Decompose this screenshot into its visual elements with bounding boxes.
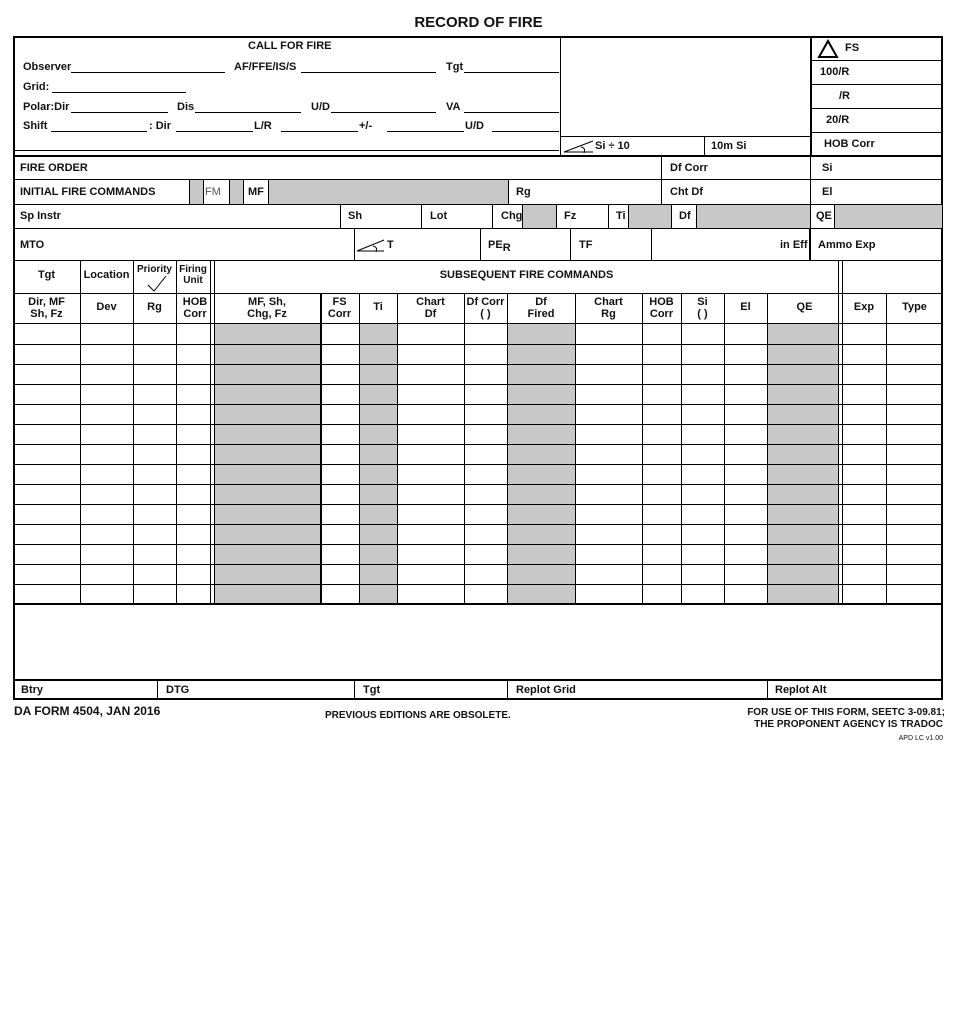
t-angle-icon xyxy=(356,236,386,253)
table-row[interactable] xyxy=(13,424,943,444)
mf-label: MF xyxy=(248,186,264,198)
qe-label: QE xyxy=(816,210,832,222)
hdr-subsequent-fire-commands: SUBSEQUENT FIRE COMMANDS xyxy=(439,269,614,281)
hdr-priority: Priority xyxy=(136,264,172,275)
grid-label: Grid: xyxy=(23,81,50,93)
proponent-line-1: FOR USE OF THIS FORM, SEETC 3-09.81; xyxy=(747,707,945,718)
table-row[interactable] xyxy=(13,564,943,584)
col-header: QE xyxy=(796,301,813,313)
ud-field[interactable] xyxy=(331,112,436,113)
chg-field[interactable] xyxy=(522,205,557,228)
proponent-line-2: THE PROPONENT AGENCY IS TRADOC xyxy=(754,719,943,730)
table-row[interactable] xyxy=(13,324,943,344)
va-field[interactable] xyxy=(464,112,559,113)
ti-label: Ti xyxy=(616,210,626,222)
pe-label: PER xyxy=(488,239,511,254)
ud2-label: U/D xyxy=(465,120,484,132)
plus-minus-label: +/- xyxy=(359,120,373,132)
col-header: HOB Corr xyxy=(182,296,208,320)
row-divider xyxy=(13,584,943,585)
mission-type-label: AF/FFE/IS/S xyxy=(234,61,297,73)
mf-box[interactable] xyxy=(229,180,244,204)
table-row[interactable] xyxy=(13,364,943,384)
dis-field[interactable] xyxy=(195,112,301,113)
grid-field[interactable] xyxy=(52,92,186,93)
row-divider xyxy=(13,524,943,525)
dis-label: Dis xyxy=(177,101,195,113)
fire-order-label: FIRE ORDER xyxy=(20,162,88,174)
replot-grid-label: Replot Grid xyxy=(516,684,576,696)
cht-df-label: Cht Df xyxy=(670,186,703,198)
bottom-tgt-label: Tgt xyxy=(363,684,381,696)
col-header: HOB Corr xyxy=(649,296,674,320)
row-divider xyxy=(13,544,943,545)
ud-label: U/D xyxy=(311,101,330,113)
remarks-area[interactable] xyxy=(15,605,941,679)
table-row[interactable] xyxy=(13,464,943,484)
row-divider xyxy=(13,364,943,365)
in-eff-label: in Eff xyxy=(780,239,808,251)
hdr-tgt: Tgt xyxy=(37,269,56,281)
col-header: El xyxy=(740,301,751,313)
col-header: FS Corr xyxy=(327,296,352,320)
table-row[interactable] xyxy=(13,384,943,404)
sketch-area[interactable] xyxy=(562,38,809,135)
df-label: Df xyxy=(679,210,691,222)
observer-field[interactable] xyxy=(71,72,225,73)
fm-label: FM xyxy=(205,186,221,198)
df-corr-label: Df Corr xyxy=(670,162,708,174)
row-divider xyxy=(13,564,943,565)
col-header: Chart Df xyxy=(416,296,445,320)
ammo-exp-label: Ammo Exp xyxy=(818,239,876,251)
row-divider xyxy=(13,384,943,385)
ti-field[interactable] xyxy=(628,205,672,228)
fs-label: FS xyxy=(845,42,860,54)
shift-field[interactable] xyxy=(51,131,147,132)
version-label: APD LC v1.00 xyxy=(898,735,943,742)
row-divider xyxy=(13,344,943,345)
tf-label: TF xyxy=(579,239,593,251)
col-header: Ti xyxy=(373,301,383,313)
initial-fire-commands-label: INITIAL FIRE COMMANDS xyxy=(20,186,156,198)
table-row[interactable] xyxy=(13,404,943,424)
row-divider xyxy=(13,484,943,485)
dtg-label: DTG xyxy=(166,684,190,696)
col-header: Df Fired xyxy=(527,296,555,320)
btry-label: Btry xyxy=(21,684,44,696)
col-header: Type xyxy=(902,301,927,313)
shift-dir-field[interactable] xyxy=(176,131,253,132)
hdr-location: Location xyxy=(83,269,130,281)
chg-label: Chg xyxy=(501,210,523,222)
table-row[interactable] xyxy=(13,524,943,544)
sh-label: Sh xyxy=(348,210,363,222)
shift-dir-label: : Dir xyxy=(149,120,171,132)
lr-label: L/R xyxy=(254,120,272,132)
cff-bottom-rule xyxy=(13,150,559,151)
cff-tgt-field[interactable] xyxy=(464,72,559,73)
delta-triangle-icon xyxy=(817,39,839,59)
table-row[interactable] xyxy=(13,444,943,464)
form-number: DA FORM 4504, JAN 2016 xyxy=(14,704,161,718)
row-divider xyxy=(13,404,943,405)
observer-label: Observer xyxy=(23,61,72,73)
ud2-field[interactable] xyxy=(492,131,559,132)
polar-dir-field[interactable] xyxy=(71,112,168,113)
call-for-fire-heading: CALL FOR FIRE xyxy=(248,40,332,52)
table-row[interactable] xyxy=(13,344,943,364)
hdr-firing-unit: Firing Unit xyxy=(179,264,207,286)
si-label: Si xyxy=(822,162,833,174)
col-header: Dir, MF Sh, Fz xyxy=(28,296,65,320)
col-header: Chart Rg xyxy=(594,296,623,320)
lot-label: Lot xyxy=(430,210,448,222)
col-header: Si ( ) xyxy=(697,296,708,320)
table-row[interactable] xyxy=(13,484,943,504)
va-label: VA xyxy=(446,101,461,113)
plus-minus-field[interactable] xyxy=(387,131,464,132)
rg-label: Rg xyxy=(516,186,531,198)
lr-field[interactable] xyxy=(281,131,358,132)
hob-corr-label: HOB Corr xyxy=(824,138,875,150)
row-divider xyxy=(13,464,943,465)
sp-instr-label: Sp Instr xyxy=(20,210,61,222)
polar-dir-label: Polar:Dir xyxy=(23,101,70,113)
si-div-label: Si ÷ 10 xyxy=(595,140,630,152)
obsolete-note: PREVIOUS EDITIONS ARE OBSOLETE. xyxy=(325,710,511,721)
qe-field[interactable] xyxy=(834,205,942,228)
r100-label: 100/R xyxy=(820,66,850,78)
mto-label: MTO xyxy=(20,239,45,251)
col-header: Exp xyxy=(853,301,875,313)
cff-tgt-label: Tgt xyxy=(446,61,464,73)
table-row[interactable] xyxy=(13,544,943,564)
col-header: Df Corr ( ) xyxy=(466,296,505,320)
checkmark-icon xyxy=(146,275,168,292)
col-header: MF, Sh, Chg, Fz xyxy=(247,296,287,320)
col-header: Dev xyxy=(96,301,117,313)
r20-label: 20/R xyxy=(826,114,850,126)
mf-field[interactable] xyxy=(268,180,509,204)
row-divider xyxy=(13,504,943,505)
df-field[interactable] xyxy=(696,205,810,228)
el-label: El xyxy=(822,186,833,198)
t-label: T xyxy=(387,239,394,251)
replot-alt-label: Replot Alt xyxy=(775,684,827,696)
table-row[interactable] xyxy=(13,584,943,604)
r-label: /R xyxy=(839,90,850,102)
mission-type-field[interactable] xyxy=(301,72,436,73)
ten-m-si-label: 10m Si xyxy=(711,140,747,152)
row-divider xyxy=(13,424,943,425)
fm-box[interactable] xyxy=(189,180,204,204)
col-header: Rg xyxy=(147,301,162,313)
row-divider xyxy=(13,444,943,445)
shift-label: Shift xyxy=(23,120,48,132)
angle-symbol-icon xyxy=(563,138,595,154)
form-title: RECORD OF FIRE xyxy=(414,14,543,31)
table-row[interactable] xyxy=(13,504,943,524)
fz-label: Fz xyxy=(564,210,577,222)
